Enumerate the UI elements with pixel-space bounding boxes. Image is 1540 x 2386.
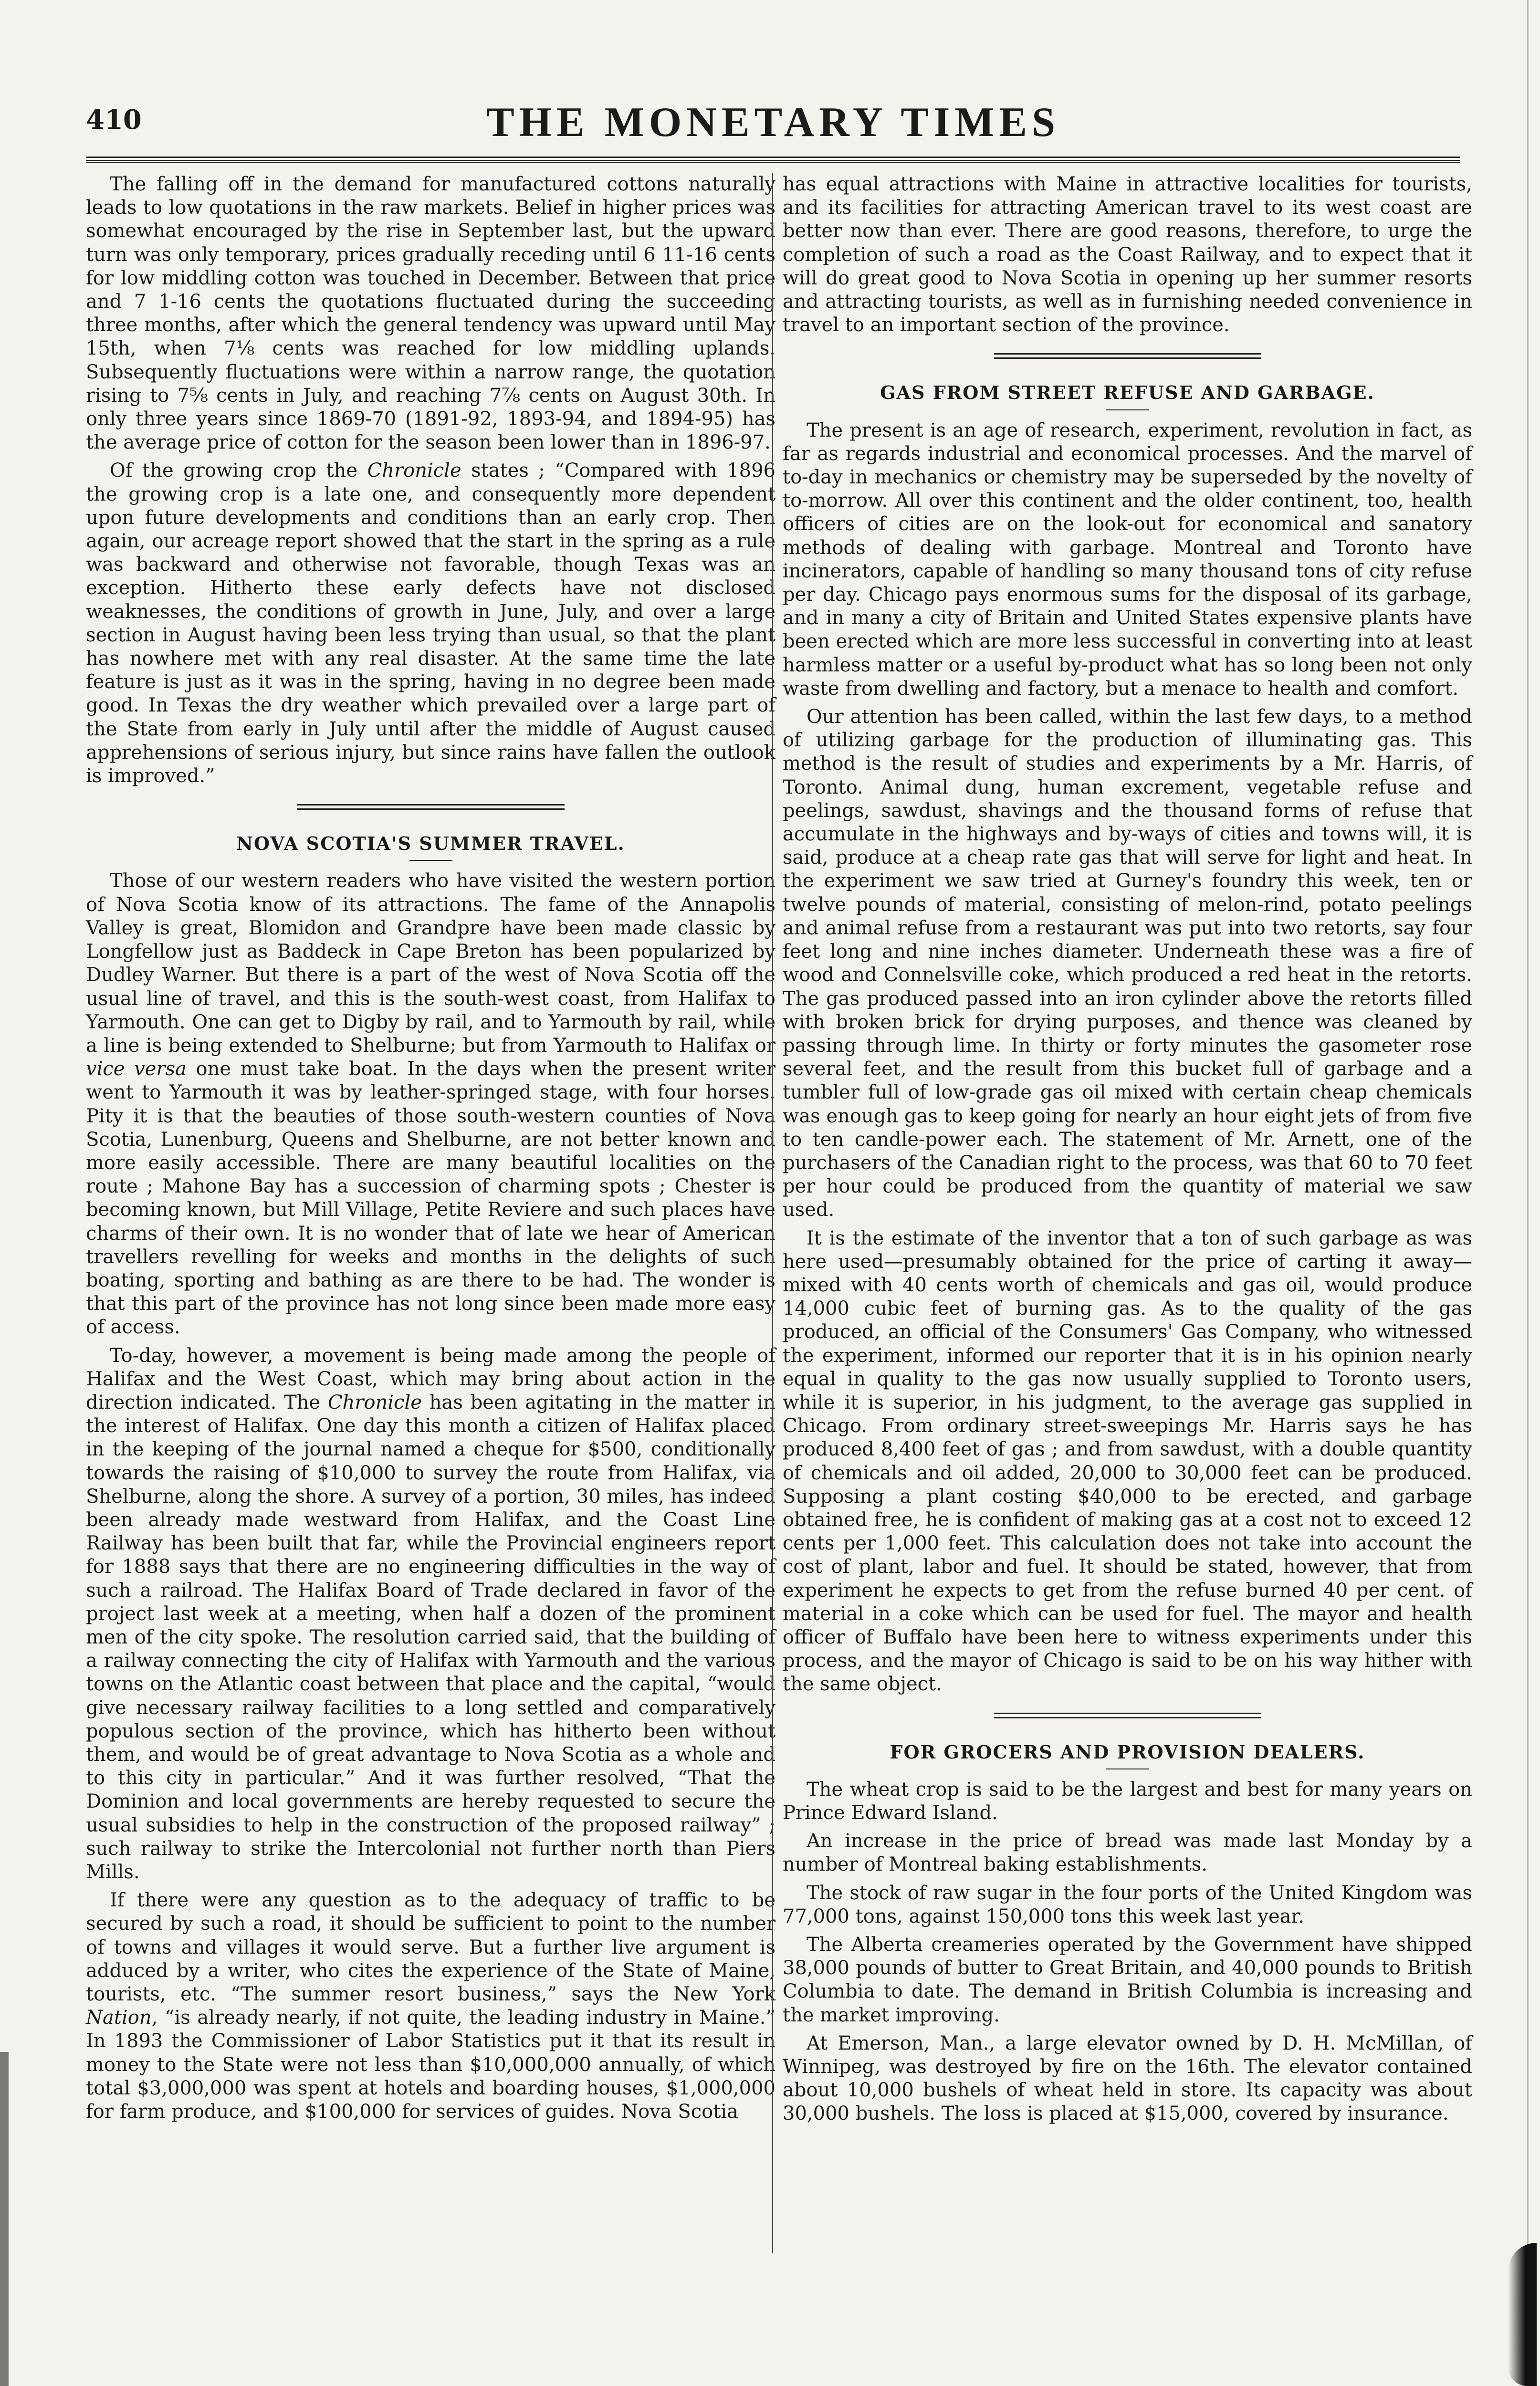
nova-scotia-continuation: has equal attractions with Maine in attractive localities for tourists, and its facilities for attracting American travel to its west coast are better now than ever. There are good reasons, therefore, to urge the completion of such a road as the Coast Railway, and to expect that it will do great good to Nova Scotia in opening up her summer resorts and attracting tourists, as well as in furnishing needed convenience in travel to an important section of the province.: [783, 173, 1472, 336]
right-column: [783, 173, 1472, 2131]
gas-paragraph-1: The present is an age of research, experiment, revolution in fact, as far as regards industrial and economical processes. And the marvel of to-day in mechanics or chemistry may be superseded by the novelty of to-morrow. All over this continent and the older continent, too, health officers of cities are on the look-out for economical and sanatory methods of dealing with garbage. Montreal and Toronto have incinerators, capable of handling so many thousand tons of city refuse per day. Chicago pays enormous sums for the disposal of its garbage, and in many a city of Britain and United States expensive plants have been erected which are more less successful in converting into at least harmless matter or a useful by-product what has so long been not only waste from dwelling and factory, but a menace to health and comfort.: [783, 419, 1472, 700]
section-divider: [994, 1713, 1261, 1718]
grocers-item-5: At Emerson, Man., a large elevator owned by D. H. McMillan, of Winnipeg, was destroyed by fire on the 16th. The elevator contained about 10,000 bushels of wheat held in store. Its capacity was about 30,000 bushels. The loss is placed at $15,000, covered by insurance.: [783, 2032, 1472, 2125]
page-edge: [1527, 0, 1529, 2386]
grocers-item-2: An increase in the price of bread was made last Monday by a number of Montreal baking establishments.: [783, 1830, 1472, 1876]
header-rule: [86, 157, 1460, 163]
nova-scotia-paragraph-3: If there were any question as to the adequacy of traffic to be secured by such a road, it should be sufficient to point to the number of towns and villages it would serve. But a further live argument is adduced by a writer, who cites the experience of the State of Maine, tourists, etc. “The summer resort business,” says the New York Nation, “is already nearly, if not quite, the leading industry in Maine.” In 1893 the Commissioner of Labor Statistics put it that its result in money to the State were not less than $10,000,000 annually, of which total $3,000,000 was spent at hotels and boarding houses, $1,000,000 for farm produce, and $100,000 for services of guides. Nova Scotia: [86, 1889, 775, 2123]
section-divider: [297, 804, 565, 810]
title-underline: [1106, 409, 1149, 410]
section-title-grocers: FOR GROCERS AND PROVISION DEALERS.: [890, 1741, 1365, 1763]
nova-scotia-paragraph-2: To-day, however, a movement is being made among the people of Halifax and the West Coast, which may bring about action in the direction indicated. The Chronicle has been agitating in the matter in the interest of Halifax. One day this month a citizen of Halifax placed in the keeping of the journal named a cheque for $500, conditionally towards the raising of $10,000 to survey the route from Halifax, via Shelburne, along the shore. A survey of a portion, 30 miles, has indeed been already made westward from Halifax, and the Coast Line Railway has been built that far, while the Provincial engineers report for 1888 says that there are no engineering difficulties in the way of such a railroad. The Halifax Board of Trade declared in favor of the project last week at a meeting, when half a dozen of the prominent men of the city spoke. The resolution carried said, that the building of a railway connecting the city of Halifax with Yarmouth and the various towns on the Atlantic coast between that place and the capital, “would give necessary railway facilities to a long settled and comparatively populous section of the province, which has hitherto been without them, and would be of great advantage to Nova Scotia as a whole and to this city in particular.” And it was further resolved, “That the Dominion and local governments are hereby requested to secure the usual subsidies to help in the construction of the proposed railway” ; such railway to strike the Intercolonial not further north than Piers Mills.: [86, 1344, 775, 1884]
title-underline: [409, 860, 452, 861]
left-column: [86, 173, 775, 2128]
cotton-paragraph-1: The falling off in the demand for manufactured cottons naturally leads to low quotations in the raw markets. Belief in higher prices was somewhat encouraged by the rise in September last, but the upward turn was only temporary, prices gradually receding until 6 11-16 cents for low middling cotton was touched in December. Between that price and 7 1-16 cents the quotations fluctuated during the succeeding three months, after which the general tendency was upward until May 15th, when 7⅛ cents was reached for low middling uplands. Subsequently fluctuations were within a narrow range, the quotation rising to 7⅝ cents in July, and reaching 7⅞ cents on August 30th. In only three years since 1869-70 (1891-92, 1893-94, and 1894-95) has the average price of cotton for the season been lower than in 1896-97.: [86, 173, 775, 454]
grocers-item-1: The wheat crop is said to be the largest and best for many years on Prince Edward Island.: [783, 1778, 1472, 1824]
nova-scotia-paragraph-1: Those of our western readers who have visited the western portion of Nova Scotia know of its attractions. The fame of the Annapolis Valley is great, Blomidon and Grandpre have been made classic by Longfellow just as Baddeck in Cape Breton has been popularized by Dudley Warner. But there is a part of the west of Nova Scotia off the usual line of travel, and this is the south-west coast, from Halifax to Yarmouth. One can get to Digby by rail, and to Yarmouth by rail, while a line is being extended to Shelburne; but from Yarmouth to Halifax or vice versa one must take boat. In the days when the present writer went to Yarmouth it was by leather-springed stage, with four horses. Pity it is that the beauties of those south-western counties of Nova Scotia, Lunenburg, Queens and Shelburne, are not better known and more easily accessible. There are many beautiful localities on the route ; Mahone Bay has a succession of charming spots ; Chester is becoming known, but Mill Village, Petite Reviere and such places have charms of their own. It is no wonder that of late we hear of American travellers revelling for weeks and months in the delights of such boating, sporting and bathing as are there to be had. The wonder is that this part of the province has not long since been made more easy of access.: [86, 870, 776, 1339]
gas-paragraph-2: Our attention has been called, within the last few days, to a method of utilizing garbage for the production of illuminating gas. This method is the result of studies and experiments by a Mr. Harris, of Toronto. Animal dung, human excrement, vegetable refuse and peelings, sawdust, shavings and the thousand forms of refuse that accumulate in the highways and by-ways of cities and towns will, it is said, produce at a cheap rate gas that will serve for light and heat. In the experiment we saw tried at Gurney's foundry this week, ten or twelve pounds of material, consisting of melon-rind, potato peelings and animal refuse from a restaurant was put into two retorts, say four feet long and nine inches diameter. Underneath these was a fire of wood and Connelsville coke, which produced a red heat in the retorts. The gas produced passed into an iron cylinder above the retorts filled with broken brick for drying purposes, and thence was cleaned by passing through lime. In thirty or forty minutes the gasometer rose several feet, and the result from this bucket full of garbage and a tumbler full of low-grade gas oil mixed with certain cheap chemicals was enough gas to keep going for nearly an hour eight jets of from five to ten candle-power each. The statement of Mr. Arnett, one of the purchasers of the Canadian right to the process, was that 60 to 70 feet per hour could be produced from the quantity of material we saw used.: [783, 706, 1472, 1221]
corner-blot: [1508, 2243, 1537, 2386]
section-title-gas: GAS FROM STREET REFUSE AND GARBAGE.: [880, 382, 1375, 404]
section-title-nova-scotia: NOVA SCOTIA'S SUMMER TRAVEL.: [236, 833, 625, 855]
gas-paragraph-3: It is the estimate of the inventor that a ton of such garbage as was here used—presumably obtained for the price of carting it away—mixed with 40 cents worth of chemicals and gas oil, would produce 14,000 cubic feet of burning gas. As to the quality of the gas produced, an official of the Consumers' Gas Company, who witnessed the experiment, informed our reporter that it is in his opinion nearly equal in quality to the gas now usually supplied to Toronto users, while it is superior, in his judgment, to the average gas supplied in Chicago. From ordinary street-sweepings Mr. Harris says he has produced 8,400 feet of gas ; and from sawdust, with a double quantity of chemicals and oil added, 20,000 to 30,000 feet can be produced. Supposing a plant costing $40,000 to be erected, and garbage obtained free, he is confident of making gas at a cost not to exceed 12 cents per 1,000 feet. This calculation does not take into account the cost of plant, labor and fuel. It should be stated, however, that from experiment he expects to get from the refuse burned 40 per cent. of material in a coke which can be used for fuel. The mayor and health officer of Buffalo have been here to witness experiments under this process, and the mayor of Chicago is said to be on his way hither with the same object.: [783, 1227, 1472, 1695]
journal-title: THE MONETARY TIMES: [486, 99, 1060, 146]
page-number: 410: [86, 104, 142, 136]
binding-edge: [0, 2052, 9, 2386]
grocers-item-3: The stock of raw sugar in the four ports of the United Kingdom was 77,000 tons, against 150,000 tons this week last year.: [783, 1882, 1472, 1927]
cotton-paragraph-2: Of the growing crop the Chronicle states ; “Compared with 1896 the growing crop is a late one, and consequently more dependent upon future developments and conditions than an early crop. Then again, our acreage report showed that the start in the spring as a rule was backward and otherwise not favorable, though Texas was an exception. Hitherto these early defects have not disclosed weaknesses, the conditions of growth in June, July, and over a large section in August having been less trying than usual, so that the plant has nowhere met with any real disaster. At the same time the late feature is just as it was in the spring, having in no degree been made good. In Texas the dry weather which prevailed over a large part of the State from early in July until after the middle of August caused apprehensions of serious injury, but since rains have fallen the outlook is improved.”: [86, 460, 775, 787]
page-header: [86, 99, 1460, 161]
column-divider: [772, 173, 773, 2253]
grocers-item-4: The Alberta creameries operated by the Government have shipped 38,000 pounds of butter to Great Britain, and 40,000 pounds to British Columbia to date. The demand in British Columbia is increasing and the market improving.: [783, 1934, 1472, 2026]
section-divider: [994, 353, 1261, 359]
